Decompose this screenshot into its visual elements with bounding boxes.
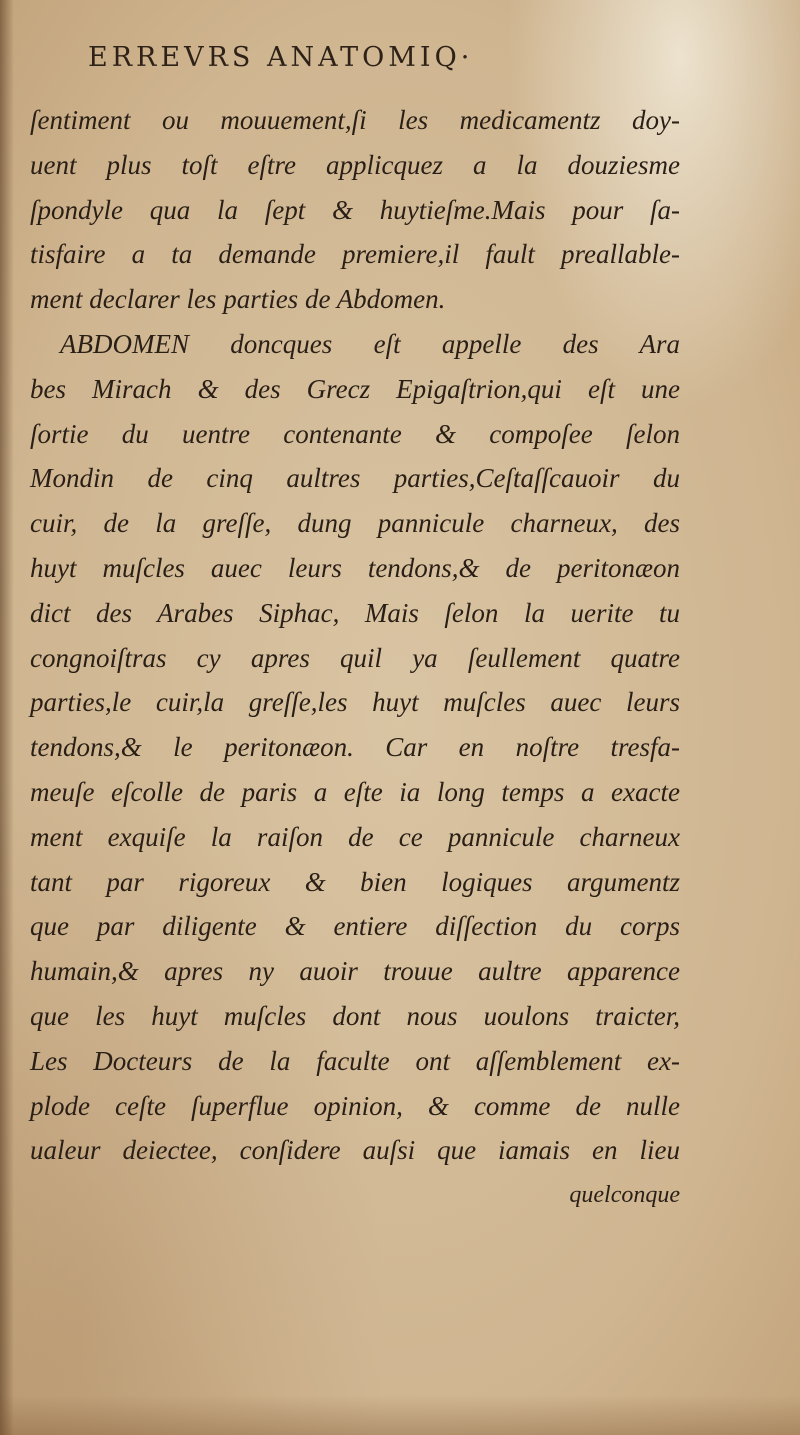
text-line: que par diligente & entiere diſſection du corps [30, 911, 680, 942]
text-line: ment declarer les parties de Abdomen. [30, 284, 446, 315]
text-line: tendons,& le peritonæon. Car en noſtre tresfa- [30, 732, 680, 763]
text-line: que les huyt muſcles dont nous uoulons traicter, [30, 1000, 680, 1031]
catchword: quelconque [569, 1182, 680, 1209]
text-block [30, 98, 680, 1218]
text-line: Mondin de cinq aultres parties,Ceſtaſſcauoir du [30, 463, 680, 494]
text-line: plode ceſte ſuperflue opinion, & comme de nulle [30, 1090, 680, 1121]
paragraph-start-line: ABDOMEN doncques eſt appelle des Ara [60, 328, 680, 359]
text-line: huyt muſcles auec leurs tendons,& de peritonæon [30, 552, 680, 583]
text-line: ſortie du uentre contenante & compoſee ſelon [30, 418, 680, 449]
text-line: congnoiſtras cy apres quil ya ſeullement quatre [30, 642, 680, 673]
text-line: ualeur deiectee, conſidere auſsi que iamais en lieu [30, 1135, 680, 1166]
text-line: tant par rigoreux & bien logiques argumentz [30, 866, 680, 897]
text-line: meuſe eſcolle de paris a eſte ia long temps a exacte [30, 776, 680, 807]
text-line: Les Docteurs de la faculte ont aſſemblement ex- [30, 1045, 680, 1076]
text-line: uent plus toſt eſtre applicquez a la douziesme [30, 149, 680, 180]
text-line: bes Mirach & des Grecz Epigaſtrion,qui eſt une [30, 373, 680, 404]
binding-shadow [0, 0, 14, 1435]
text-line: parties,le cuir,la greſſe,les huyt muſcles auec leurs [30, 687, 680, 718]
text-line: ſentiment ou mouuement,ſi les medicamentz doy- [30, 105, 680, 135]
text-line: cuir, de la greſſe, dung pannicule charneux, des [30, 508, 680, 539]
text-line: ment exquiſe la raiſon de ce pannicule charneux [30, 821, 680, 852]
text-line: ſpondyle qua la ſept & huytieſme.Mais pour ſa- [30, 194, 680, 225]
page-edge-shadow [0, 1395, 800, 1435]
text-line: tisfaire a ta demande premiere,il fault preallable- [30, 239, 680, 270]
running-head: ERREVRS ANATOMIQ· [88, 42, 474, 73]
text-line: humain,& apres ny auoir trouue aultre apparence [30, 956, 680, 987]
text-line: dict des Arabes Siphac, Mais ſelon la uerite tu [30, 597, 680, 628]
